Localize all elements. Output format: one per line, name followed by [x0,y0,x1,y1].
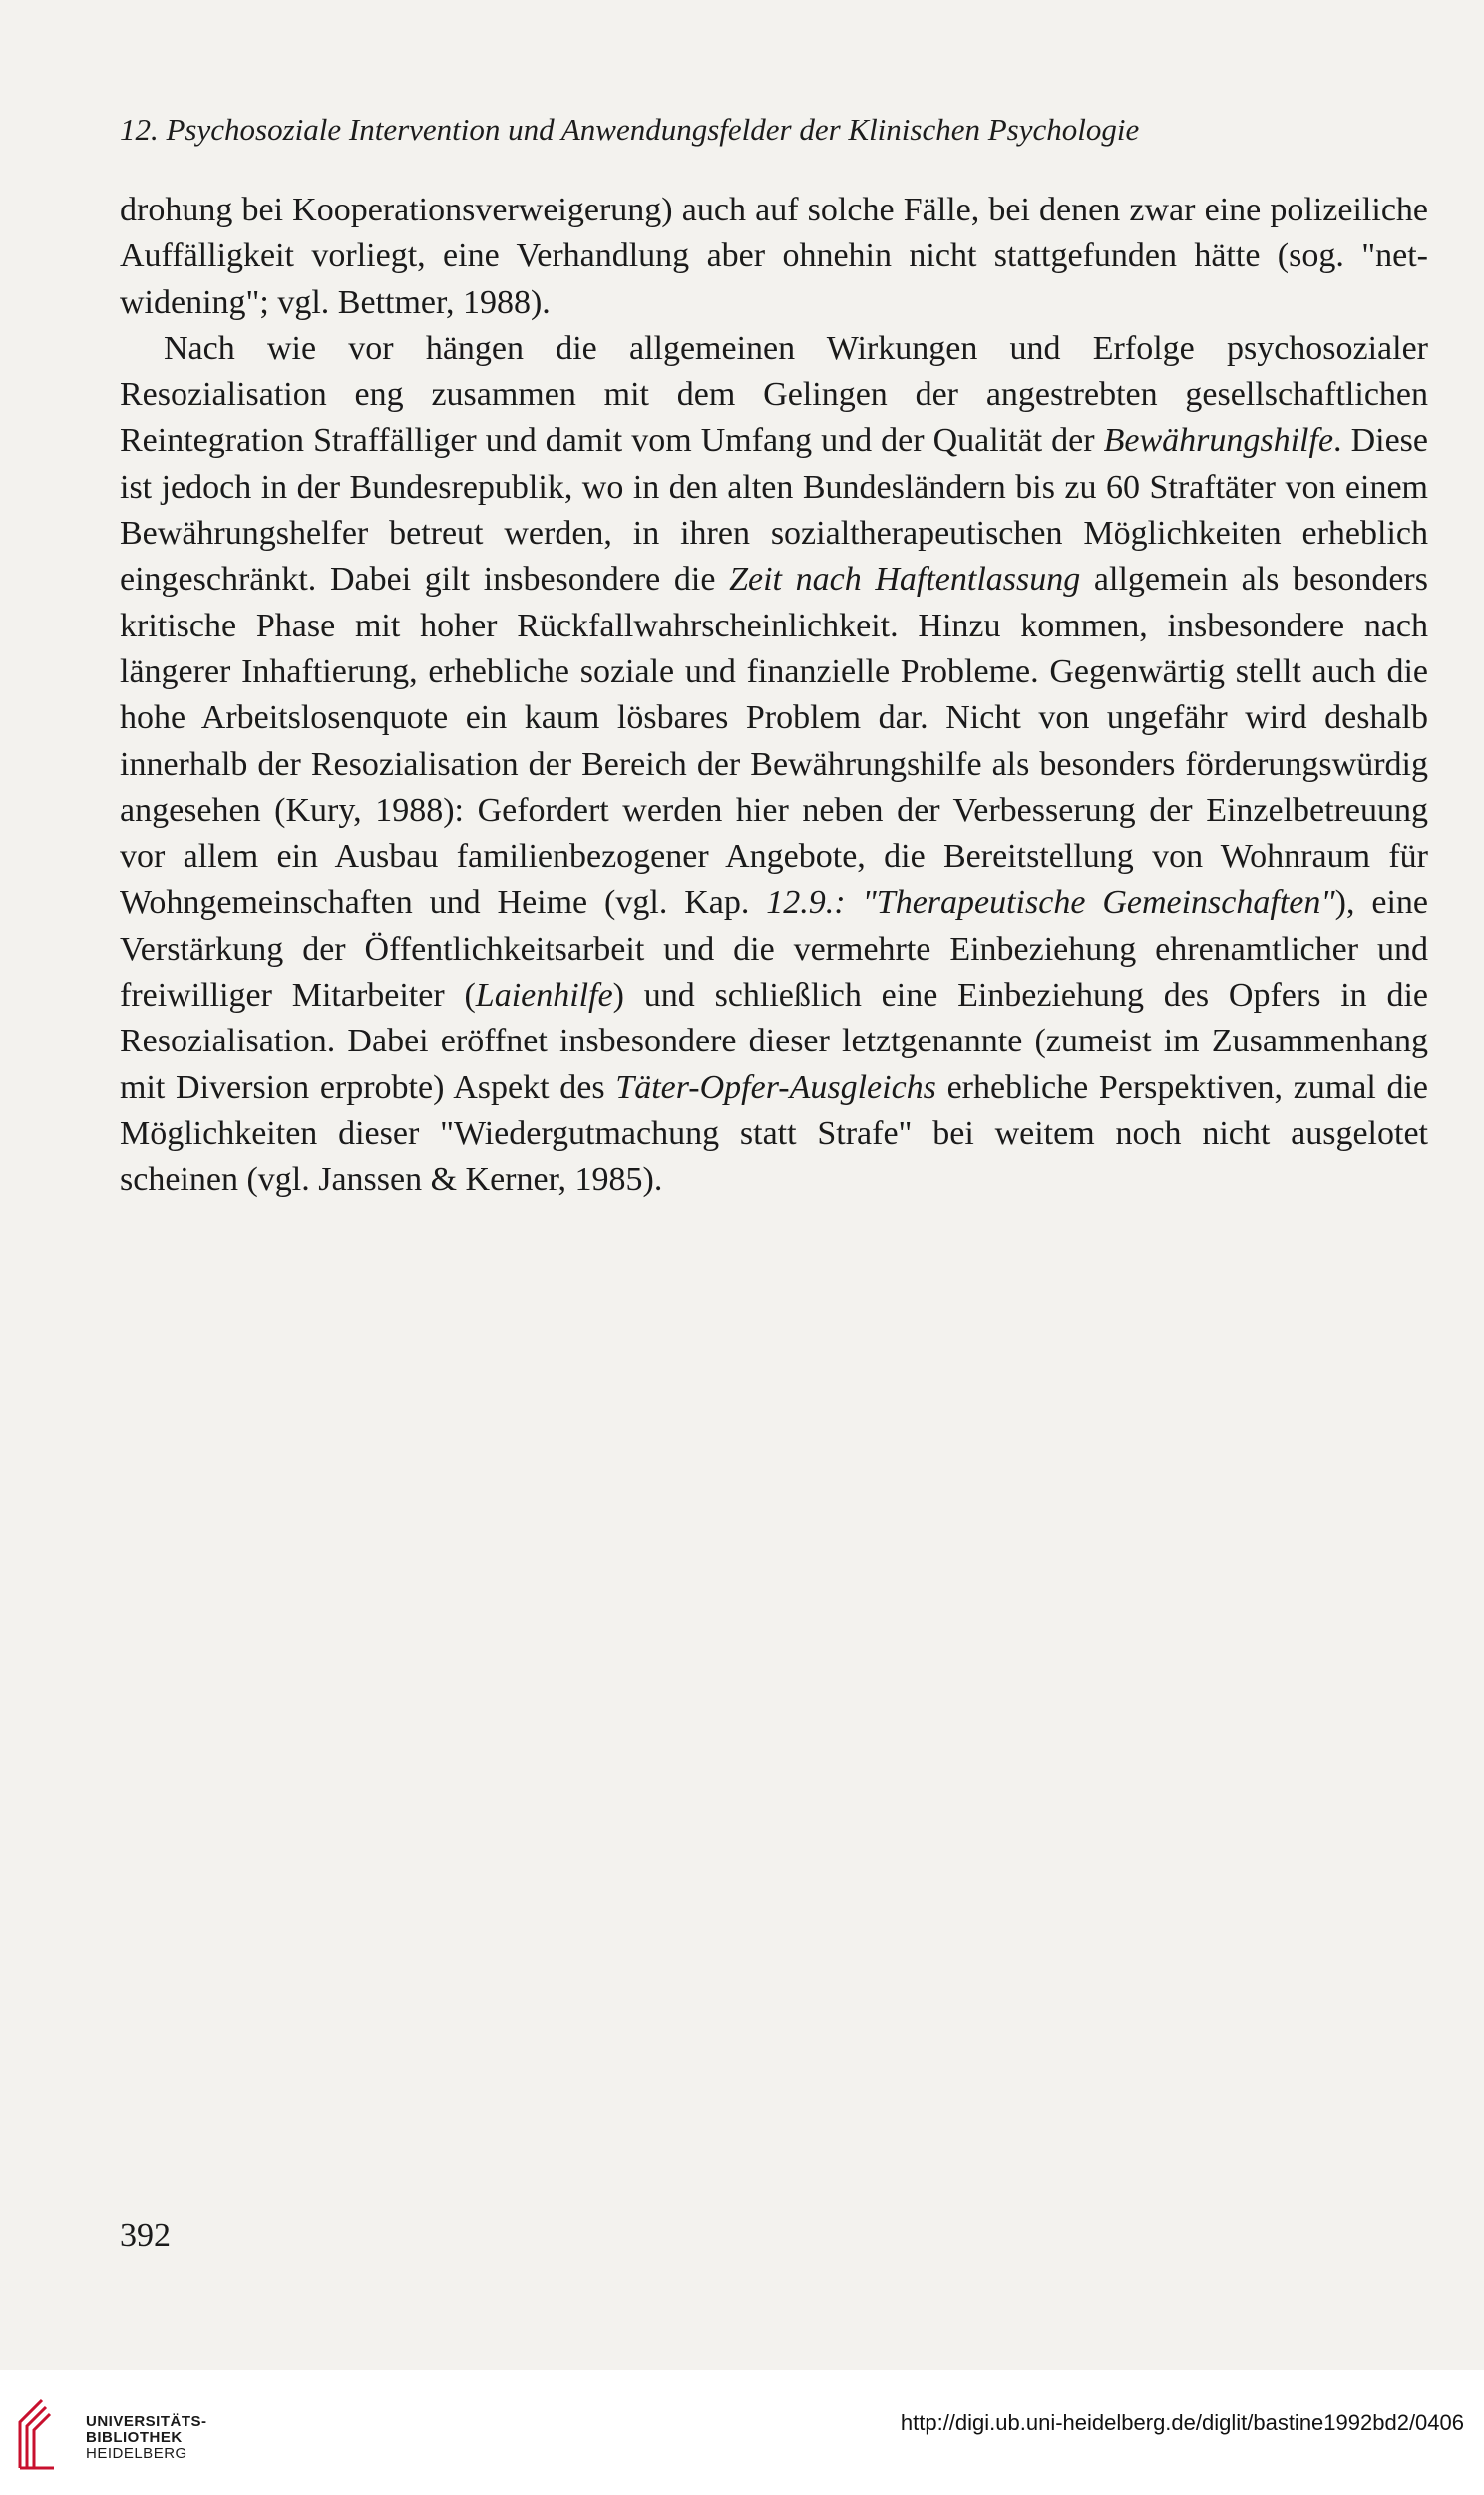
emphasis-zeit-nach-haftentlassung: Zeit nach Haftentlassung [729,561,1081,599]
body-text [120,188,1428,1204]
digitization-footer [0,2370,1484,2495]
paragraph-2 [120,326,1428,1204]
library-name-line-2: BIBLIOTHEK [86,2429,183,2446]
paragraph-2-text-5: ) und schließlich eine Einbeziehung des Opfers in die Resozialisation. Dabei eröffnet insbesondere dieser letztgenannte (zumeist im Zusammenhang mit Diversion erprobte) Aspekt des [120,977,1428,1106]
paragraph-2-text-4: ), eine Verstärkung der Öffentlichkeitsarbeit und die vermehrte Einbeziehung ehrenamtlicher und freiwilliger Mitarbeiter ( [120,884,1428,1015]
running-head: 12. Psychosoziale Intervention und Anwendungsfelder der Klinischen Psychologie [120,112,1140,147]
paragraph-2-text-6: erhebliche Perspektiven, zumal die Möglichkeiten dieser "Wiedergutmachung statt Strafe" bei weitem noch nicht ausgelotet scheinen (vgl. Janssen & Kerner, 1985). [120,1068,1428,1199]
library-name-line-3: HEIDELBERG [86,2445,187,2462]
emphasis-laienhilfe: Laienhilfe [475,977,613,1015]
paragraph-2-text-2: . Diese ist jedoch in der Bundesrepublik, wo in den alten Bundesländern bis zu 60 Straftäter von einem Bewährungshelfer betreut werden, in ihren sozialtherapeutischen Möglichkeiten erheblich eingeschränkt. Dabei gilt insbesondere die [120,422,1428,599]
source-url-link[interactable]: http://digi.ub.uni-heidelberg.de/diglit/bastine1992bd2/0406 [900,2410,1464,2435]
page-number: 392 [120,2217,171,2254]
paragraph-2-text-1: Nach wie vor hängen die allgemeinen Wirkungen und Erfolge psychosozialer Resozialisation eng zusammen mit dem Gelingen der angestrebten gesellschaftlichen Reintegration Straffälliger und damit vom Umfang und der Qualität der [120,329,1428,460]
emphasis-taeter-opfer-ausgleich: Täter-Opfer-Ausgleichs [615,1068,936,1106]
library-name-line-1: UNIVERSITÄTS- [86,2413,207,2430]
library-name [86,2414,207,2462]
paragraph-1: drohung bei Kooperationsverweigerung) auch auf solche Fälle, bei denen zwar eine polizeiliche Auffälligkeit vorliegt, eine Verhandlung aber ohnehin nicht stattgefunden hätte (sog. "net-widening"; vgl. Bettmer, 1988). [120,192,1428,321]
ub-heidelberg-logo-icon [18,2392,62,2470]
emphasis-chapter-reference: 12.9.: "Therapeutische Gemeinschaften" [766,884,1335,922]
paragraph-2-text-3: allgemein als besonders kritische Phase mit hoher Rückfallwahrscheinlichkeit. Hinzu kommen, insbesondere nach längerer Inhaftierung, erhebliche soziale und finanzielle Probleme. Gegenwärtig stellt auch die hohe Arbeitslosenquote ein kaum lösbares Problem dar. Nicht von ungefähr wird deshalb innerhalb der Resozialisation der Bereich der Bewährungshilfe als besonders förderungswürdig angesehen (Kury, 1988): Gefordert werden hier neben der Verbesserung der Einzelbetreuung vor allem ein Ausbau familienbezogener Angebote, die Bereitstellung von Wohnraum für Wohngemeinschaften und Heime (vgl. Kap. [120,561,1428,922]
emphasis-bewaehrungshilfe: Bewährungshilfe [1103,422,1334,460]
